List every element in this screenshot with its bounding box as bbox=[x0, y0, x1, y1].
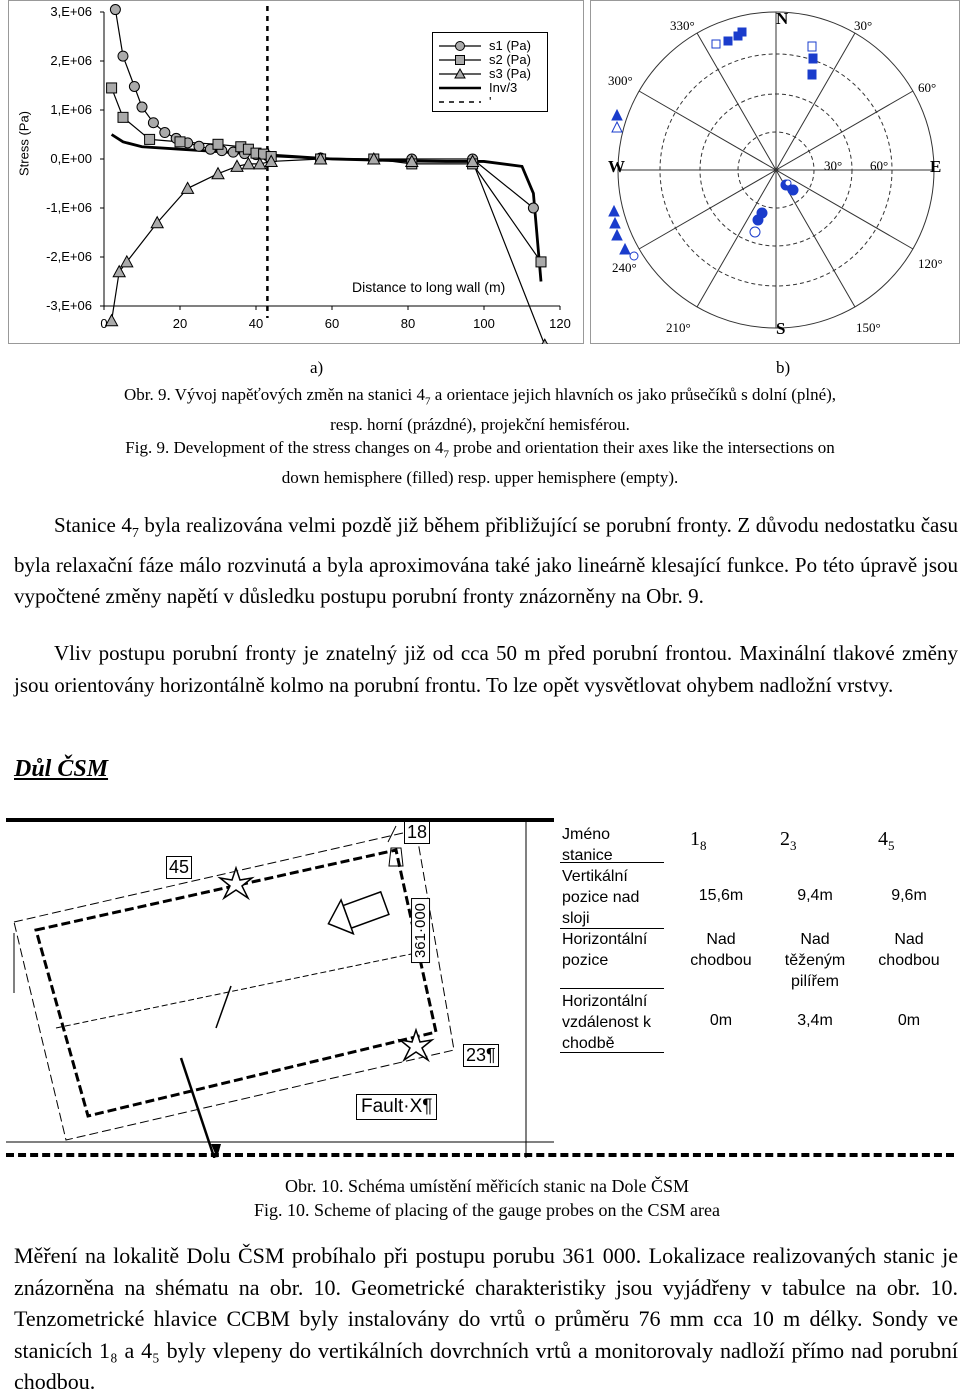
point-s1 bbox=[129, 81, 139, 91]
x-tick-label: 120 bbox=[549, 316, 571, 331]
series-line-s2 bbox=[112, 88, 541, 262]
point-s1 bbox=[148, 118, 158, 128]
legend-dash: ' bbox=[489, 94, 492, 109]
legend-inv: Inv/3 bbox=[489, 80, 518, 95]
polar-label-120: 120° bbox=[918, 256, 943, 271]
y-tick-label: -3,E+06 bbox=[46, 298, 92, 313]
polar-label-210: 210° bbox=[666, 320, 691, 335]
fig10-caption-cz: Obr. 10. Schéma umístění měřicích stanic na Dole ČSM bbox=[285, 1176, 689, 1196]
fig9-label-b: b) bbox=[776, 358, 791, 377]
table-cell: 0m bbox=[897, 1012, 921, 1029]
polar-label-150: 150° bbox=[856, 320, 881, 335]
schema-label-45: 45 bbox=[166, 856, 192, 879]
legend-s1: s1 (Pa) bbox=[489, 38, 531, 53]
table-header-label: Jméno stanice bbox=[562, 826, 613, 864]
polar-points bbox=[609, 28, 817, 260]
table-cell: 9,6m bbox=[891, 887, 927, 904]
polar-label-30a: 30° bbox=[854, 18, 873, 33]
cardinal-w: W bbox=[608, 157, 625, 176]
polar-label-300: 300° bbox=[608, 73, 633, 88]
x-tick-labels bbox=[0, 316, 584, 336]
paragraph-3: Měření na lokalitě Dolu ČSM probíhalo při postupu porubu 361 000. Lokalizace realizovaných stanic je znázorněna na shématu na obr. 10. Geometrické charakteristiky jsou vyjádřeny v tabulce na obr. 10. Tenzometrické hlavice CCBM byly instalovány do vrtů o průměru 76 mm cca 10 m délky. Sondy ve stanicích 1₈ a 4₅ byly vlepeny do vertikálních dovrchních vrtů a monitorovaly nadloží přímo nad porubní chodbou. bbox=[14, 1243, 958, 1394]
cardinal-n: N bbox=[776, 9, 789, 28]
chart-legend bbox=[432, 32, 548, 112]
x-tick-label: 80 bbox=[400, 316, 416, 331]
schema-label-18: 18 bbox=[404, 821, 430, 844]
y-tick-label: -2,E+06 bbox=[46, 249, 92, 264]
table-cell: Nad chodbou bbox=[690, 931, 752, 969]
cardinal-e: E bbox=[930, 157, 942, 176]
polar-label-330: 330° bbox=[670, 18, 695, 33]
point-s1 bbox=[528, 203, 538, 213]
y-tick-label: 0,E+00 bbox=[50, 151, 92, 166]
legend-s2: s2 (Pa) bbox=[489, 52, 531, 67]
point-s1 bbox=[118, 51, 128, 61]
y-tick-label: 2,E+06 bbox=[50, 53, 92, 68]
polar-label-60b: 60° bbox=[870, 158, 889, 173]
point-s2 bbox=[145, 134, 155, 144]
stations-table bbox=[556, 820, 956, 1060]
point-s1 bbox=[137, 102, 147, 112]
point-s2 bbox=[107, 83, 117, 93]
x-tick-label: 100 bbox=[473, 316, 495, 331]
table-cell: 0m bbox=[709, 1012, 733, 1029]
mine-schema bbox=[6, 818, 554, 1158]
x-tick-label: 60 bbox=[324, 316, 340, 331]
fig9-caption-cz: Obr. 9. Vývoj napěťových změn na stanici $4_7$ a orientace jejich hlavních os jako průsečíků s dolní (plné), resp. horní (prázdné), projekční hemisférou. bbox=[123, 385, 837, 435]
polar-label-30b: 30° bbox=[824, 158, 843, 173]
point-s1 bbox=[160, 128, 170, 138]
y-tick-label: 3,E+06 bbox=[50, 4, 92, 19]
y-axis-label: Stress (Pa) bbox=[16, 111, 32, 177]
paragraph-2: Vliv postupu porubní fronty je znatelný již od cca 50 m před porubní frontou. Maxinální tlakové změny jsou orientovány horizontálně kolmo na porubní frontu. To lze opět vysvětlovat ohybem nadložní vrstvy. bbox=[14, 641, 958, 697]
point-s1 bbox=[194, 141, 204, 151]
table-row-label: Horizontální pozice bbox=[562, 931, 648, 969]
table-header-3: $4_5$ bbox=[878, 828, 895, 853]
polar-label-60a: 60° bbox=[918, 80, 937, 95]
table-cell: Nad těženým pilířem bbox=[784, 931, 846, 990]
point-s3 bbox=[539, 339, 551, 344]
cardinal-s: S bbox=[776, 319, 786, 338]
table-header-2: $2_3$ bbox=[780, 828, 797, 853]
table-row-label: Vertikální pozice nad sloji bbox=[562, 868, 640, 927]
table-cell: 9,4m bbox=[797, 887, 833, 904]
point-s3 bbox=[121, 256, 133, 267]
legend-s3: s3 (Pa) bbox=[489, 66, 531, 81]
paragraph-1: Stanice $4_7$ byla realizována velmi pozdě již během přibližující se porubní fronty. Z důvodu nedostatku času byla relaxační fáze málo rozvinutá a byla aproximována také jako lineárně klesající funkce. Po této úpravě jsou vypočtené změny napětí v důsledku postupu porubní fronty znázorněny na Obr. 9. bbox=[14, 513, 959, 609]
table-header-1: $1_8$ bbox=[690, 828, 707, 853]
x-tick-label: 0 bbox=[100, 316, 108, 331]
schema-label-fault: Fault·X¶ bbox=[356, 1094, 437, 1120]
point-s2 bbox=[213, 139, 223, 149]
point-s3 bbox=[212, 168, 224, 179]
fig9-caption-en: Fig. 9. Development of the stress changes on $4_7$ probe and orientation their axes like the intersections on down hemisphere (filled) resp. upper hemisphere (empty). bbox=[125, 438, 835, 488]
point-s1 bbox=[110, 5, 120, 15]
table-cell: 3,4m bbox=[797, 1012, 833, 1029]
schema-label-23: 23¶ bbox=[463, 1044, 499, 1067]
y-tick-label: -1,E+06 bbox=[46, 200, 92, 215]
polar-label-240: 240° bbox=[612, 260, 637, 275]
x-tick-label: 40 bbox=[248, 316, 264, 331]
section-heading: Důl ČSM bbox=[14, 756, 109, 782]
point-s2 bbox=[175, 137, 185, 147]
x-tick-label: 20 bbox=[172, 316, 188, 331]
fig9-label-a: a) bbox=[310, 358, 324, 377]
point-s3 bbox=[182, 182, 194, 193]
table-row-label: Horizontální vzdálenost k chodbě bbox=[562, 993, 651, 1052]
x-axis-label: Distance to long wall (m) bbox=[352, 279, 506, 295]
y-tick-label: 1,E+06 bbox=[50, 102, 92, 117]
table-cell: Nad chodbou bbox=[878, 931, 940, 969]
point-s2 bbox=[536, 257, 546, 267]
point-s2 bbox=[118, 112, 128, 122]
fig10-caption-en: Fig. 10. Scheme of placing of the gauge probes on the CSM area bbox=[254, 1200, 720, 1220]
schema-label-361000: 361·000 bbox=[411, 898, 430, 963]
y-tick-labels bbox=[22, 0, 92, 344]
table-cell: 15,6m bbox=[698, 887, 744, 904]
polar-stereonet bbox=[590, 0, 960, 344]
